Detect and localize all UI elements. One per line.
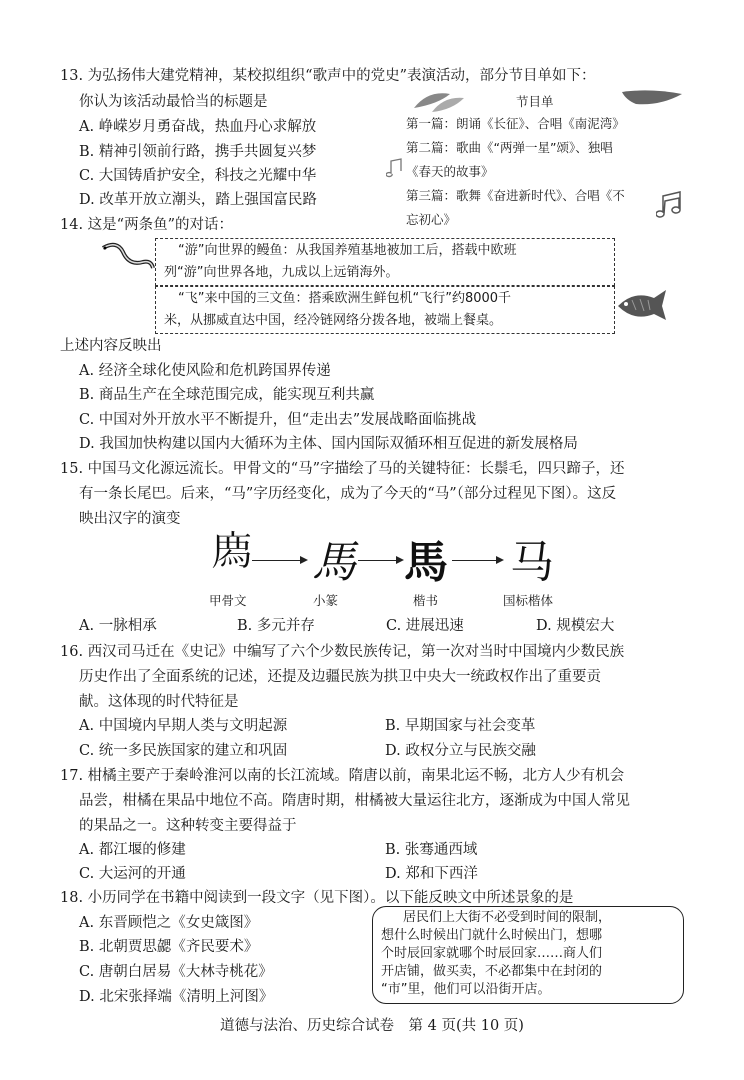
q18-stem: 18. 小历同学在书籍中阅读到一段文字（见下图）。以下能反映文中所述景象的是 bbox=[60, 890, 574, 906]
q15-option-b: B. 多元并存 bbox=[237, 618, 315, 634]
q18-option-b: B. 北朝贾思勰《齐民要术》 bbox=[79, 939, 259, 955]
q15-option-d: D. 规模宏大 bbox=[536, 618, 615, 634]
q14-option-a: A. 经济全球化使风险和危机跨国界传递 bbox=[79, 363, 331, 379]
program-line-4: 第三篇：歌舞《奋进新时代》、合唱《不 bbox=[406, 188, 625, 203]
q17-option-a: A. 都江堰的修建 bbox=[79, 842, 186, 858]
salmon-text-1: “飞”来中国的三文鱼：搭乘欧洲生鲜包机“飞行”约8000千 bbox=[178, 291, 512, 306]
q15-option-c: C. 进展迅速 bbox=[386, 618, 464, 634]
arrow-1 bbox=[252, 560, 306, 561]
oracle-horse-glyph: 𢊁 bbox=[212, 529, 252, 575]
eel-text-1: “游”向世界的鳗鱼：从我国养殖基地被加工后，搭载中欧班 bbox=[178, 243, 517, 258]
q15-line-3: 映出汉字的演变 bbox=[79, 511, 181, 527]
q14-option-b: B. 商品生产在全球范围完成，能实现互利共赢 bbox=[79, 387, 375, 403]
quote-line-5: “市”里，他们可以沿街开店。 bbox=[381, 982, 551, 997]
q16-line-3: 献。这体现的时代特征是 bbox=[79, 694, 239, 710]
program-line-5: 忘初心》 bbox=[406, 212, 457, 227]
seal-horse-glyph: 馬 bbox=[312, 537, 356, 588]
caption-standard: 国标楷体 bbox=[503, 593, 554, 608]
program-line-2: 第二篇：歌曲《“两弹一星”颂》、独唱 bbox=[406, 140, 613, 155]
quote-line-3: 个时辰回家就哪个时辰回家……商人们 bbox=[381, 946, 603, 961]
salmon-icon bbox=[614, 286, 670, 326]
quote-line-1: 居民们上大街不必受到时间的限制， bbox=[403, 910, 612, 925]
quote-line-4: 开店铺，做买卖，不必都集中在封闭的 bbox=[381, 964, 603, 979]
q16-option-a: A. 中国境内早期人类与文明起源 bbox=[79, 718, 288, 734]
quote-line-2: 想什么时候出门就什么时候出门，想哪 bbox=[381, 928, 603, 943]
q13-stem: 13. 为弘扬伟大建党精神，某校拟组织“歌声中的党史”表演活动，部分节目单如下： bbox=[60, 68, 596, 84]
caption-seal: 小篆 bbox=[313, 593, 339, 608]
q13-stem2: 你认为该活动最恰当的标题是 bbox=[79, 94, 268, 110]
q17-option-d: D. 郑和下西洋 bbox=[385, 866, 478, 882]
eel-text-2: 列“游”向世界各地，九成以上远销海外。 bbox=[164, 265, 399, 280]
q14-option-c: C. 中国对外开放水平不断提升，但“走出去”发展战略面临挑战 bbox=[79, 412, 477, 428]
q17-option-b: B. 张骞通西域 bbox=[385, 842, 478, 858]
q16-option-b: B. 早期国家与社会变革 bbox=[385, 718, 536, 734]
regular-horse-glyph: 馬 bbox=[404, 537, 448, 588]
q17-line-2: 品尝，柑橘在果品中地位不高。隋唐时期，柑橘被大量运往北方，逐渐成为中国人常见 bbox=[79, 793, 630, 809]
q15-option-a: A. 一脉相承 bbox=[79, 618, 157, 634]
q16-line-2: 历史作出了全面系统的记述，还提及边疆民族为拱卫中央大一统政权作出了重要贡 bbox=[79, 669, 601, 685]
program-list bbox=[398, 86, 686, 234]
standard-horse-glyph: 马 bbox=[510, 537, 554, 588]
q18-option-d: D. 北宋张择端《清明上河图》 bbox=[79, 989, 274, 1005]
q14-stem: 14. 这是“两条鱼”的对话： bbox=[60, 217, 233, 233]
q17-line-3: 的果品之一。这种转变主要得益于 bbox=[79, 818, 297, 834]
q17-option-c: C. 大运河的开通 bbox=[79, 866, 186, 882]
program-line-1: 第一篇：朗诵《长征》、合唱《南泥湾》 bbox=[406, 116, 625, 131]
q15-line-2: 有一条长尾巴。后来，“马”字历经变化，成为了今天的“马”（部分过程见下图）。这反 bbox=[79, 486, 617, 502]
caption-regular: 楷书 bbox=[413, 593, 439, 608]
q16-line-1: 16. 西汉司马迁在《史记》中编写了六个少数民族传记，第一次对当时中国境内少数民族 bbox=[60, 644, 625, 660]
eel-icon bbox=[97, 238, 155, 278]
salmon-dialogue-box bbox=[155, 286, 615, 334]
arrow-2 bbox=[358, 560, 402, 561]
q13-option-d: D. 改革开放立潮头，踏上强国富民路 bbox=[79, 192, 317, 208]
program-title: 节目单 bbox=[516, 94, 554, 109]
q18-option-c: C. 唐朝白居易《大林寺桃花》 bbox=[79, 964, 273, 980]
eel-dialogue-box bbox=[155, 238, 615, 286]
q17-line-1: 17. 柑橘主要产于秦岭淮河以南的长江流域。隋唐以前，南果北运不畅，北方人少有机会 bbox=[60, 768, 625, 784]
quote-box bbox=[372, 906, 684, 1004]
q18-option-a: A. 东晋顾恺之《女史箴图》 bbox=[79, 915, 259, 931]
arrow-3 bbox=[452, 560, 502, 561]
q13-option-b: B. 精神引领前行路，携手共圆复兴梦 bbox=[79, 144, 317, 160]
music-note-small-icon bbox=[386, 158, 406, 178]
q16-option-d: D. 政权分立与民族交融 bbox=[385, 743, 536, 759]
caption-oracle: 甲骨文 bbox=[209, 593, 247, 608]
music-note-icon bbox=[656, 190, 686, 220]
q13-option-c: C. 大国铸盾护安全，科技之光耀中华 bbox=[79, 168, 317, 184]
salmon-text-2: 米，从挪威直达中国，经冷链网络分拨各地，被端上餐桌。 bbox=[164, 313, 503, 328]
program-line-3: 《春天的故事》 bbox=[406, 164, 494, 179]
q16-option-c: C. 统一多民族国家的建立和巩固 bbox=[79, 743, 288, 759]
q15-line-1: 15. 中国马文化源远流长。甲骨文的“马”字描绘了马的关键特征：长鬃毛，四只蹄子，还 bbox=[60, 461, 625, 477]
brush-decoration-icon bbox=[620, 86, 684, 108]
page-footer: 道德与法治、历史综合试卷 第 4 页(共 10 页) bbox=[220, 1018, 524, 1034]
q14-option-d: D. 我国加快构建以国内大循环为主体、国内国际双循环相互促进的新发展格局 bbox=[79, 436, 578, 452]
q13-option-a: A. 峥嵘岁月勇奋战，热血丹心求解放 bbox=[79, 119, 317, 135]
q14-lead: 上述内容反映出 bbox=[60, 338, 162, 354]
